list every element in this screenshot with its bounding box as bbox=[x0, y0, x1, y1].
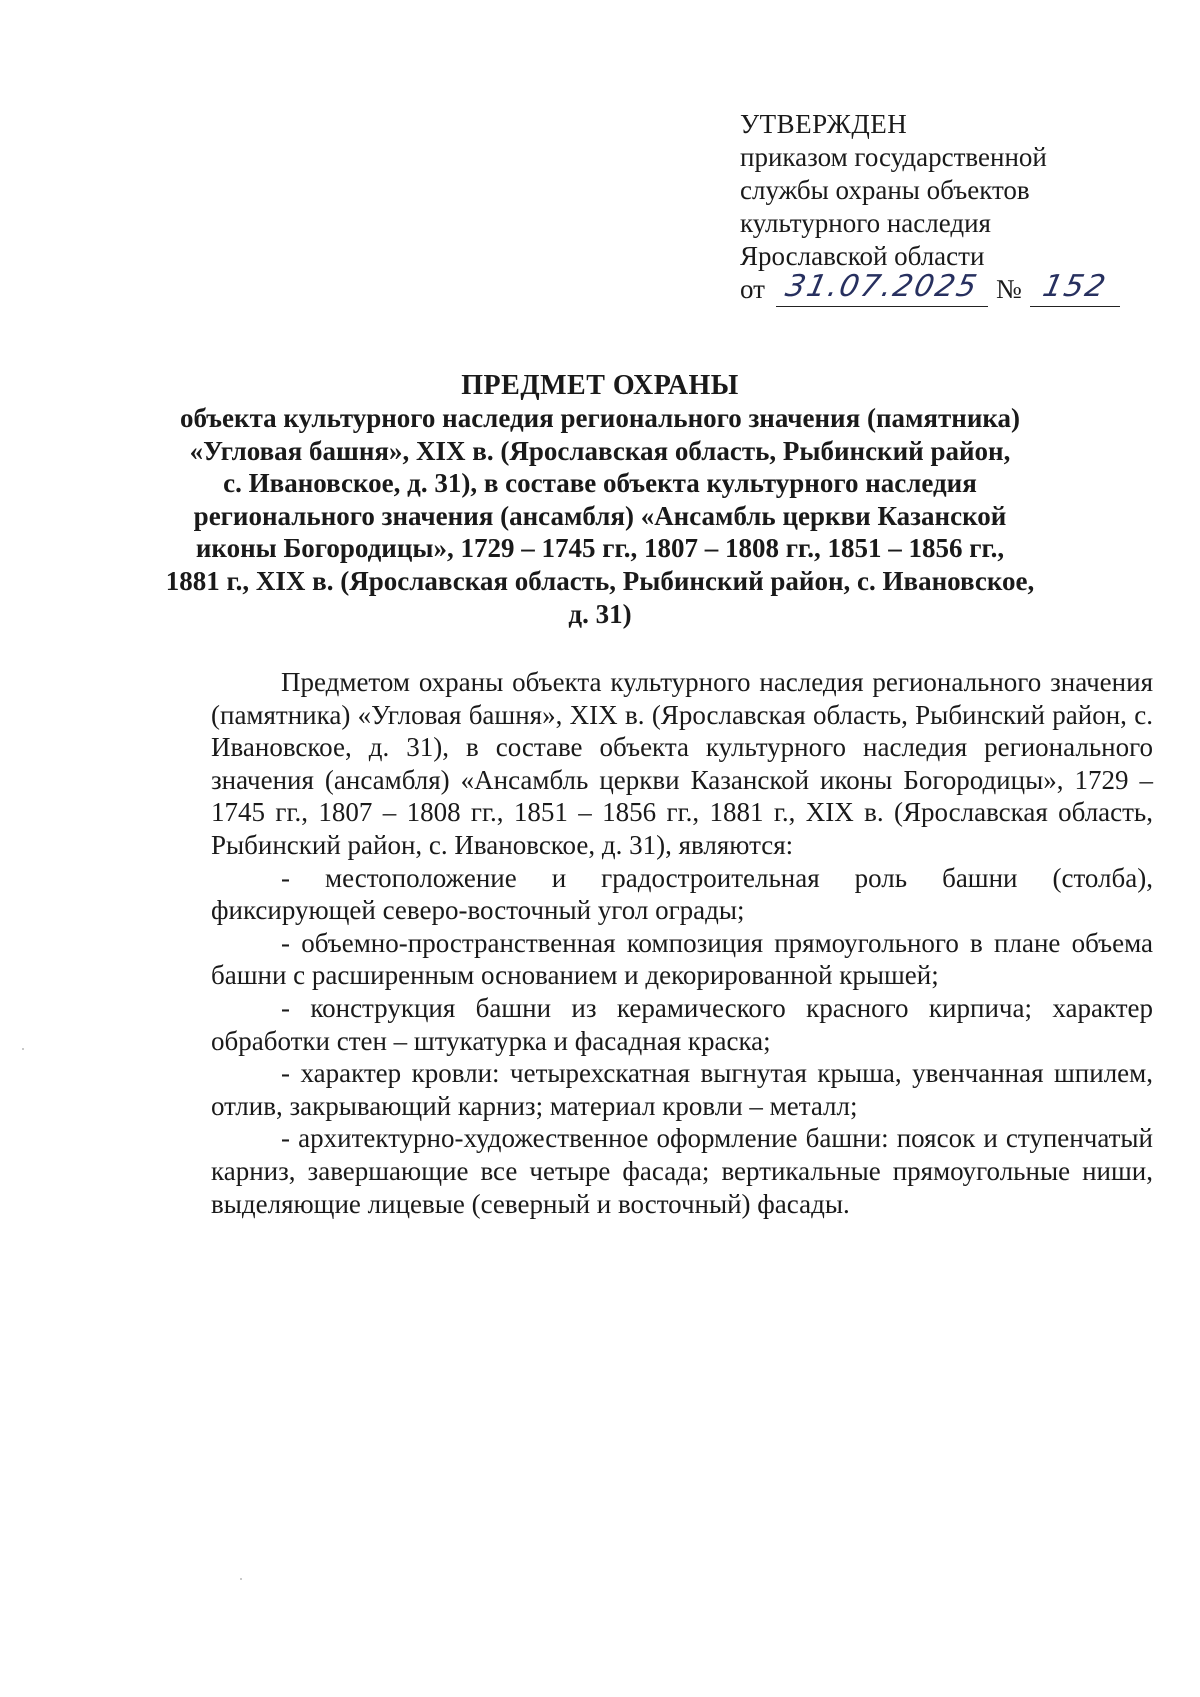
handwritten-number: 152 bbox=[1039, 269, 1111, 304]
list-item: - характер кровли: четырехскатная выгнутая крыша, увенчанная шпилем, отлив, закрывающий карниз; материал кровли – металл; bbox=[211, 1058, 1153, 1121]
date-label: от bbox=[740, 274, 765, 304]
scan-speck bbox=[22, 1048, 24, 1050]
title-line: «Угловая башня», XIX в. (Ярославская область, Рыбинский район, bbox=[189, 435, 1011, 466]
approval-block bbox=[740, 108, 1140, 309]
document-body bbox=[211, 666, 1153, 1220]
title-line: объекта культурного наследия регионального значения (памятника) bbox=[179, 403, 1021, 433]
approval-line: Ярославской области bbox=[740, 241, 985, 271]
title-line: иконы Богородицы», 1729 – 1745 гг., 1807 – 1808 гг., 1851 – 1856 гг., bbox=[195, 533, 1005, 564]
date-field bbox=[776, 269, 988, 307]
handwritten-date: 31.07.2025 bbox=[782, 269, 982, 304]
list-item: - объемно-пространственная композиция прямоугольного в плане объема башни с расширенным основанием и декорированной крышей; bbox=[211, 927, 1153, 991]
approval-line: службы охраны объектов bbox=[740, 175, 1030, 205]
list-item: - архитектурно-художественное оформление башни: поясок и ступенчатый карниз, завершающие все четыре фасада; вертикальные прямоугольные ниши, выделяющие лицевые (северный и восточный) фасады. bbox=[211, 1123, 1153, 1219]
document-title bbox=[150, 370, 1050, 630]
number-label: № bbox=[996, 274, 1022, 304]
approval-line: культурного наследия bbox=[740, 208, 991, 238]
title-line: с. Ивановское, д. 31), в составе объекта культурного наследия bbox=[223, 468, 977, 499]
number-field bbox=[1030, 269, 1120, 307]
title-line: д. 31) bbox=[568, 598, 632, 629]
approval-line: приказом государственной bbox=[740, 142, 1047, 172]
list-item: - конструкция башни из керамического красного кирпича; характер обработки стен – штукатурка и фасадная краска; bbox=[211, 992, 1153, 1056]
list-item: - местоположение и градостроительная роль башни (столба), фиксирующей северо-восточный угол ограды; bbox=[211, 862, 1153, 926]
order-date-number-line bbox=[740, 269, 1140, 309]
approval-heading: УТВЕРЖДЕН bbox=[740, 109, 908, 139]
intro-paragraph: Предметом охраны объекта культурного наследия регионального значения (памятника) «Угловая башня», XIX в. (Ярославская область, Рыбинский район, с. Ивановское, д. 31), в составе объекта культурного наследия регионального значения (ансамбля) «Ансамбль церкви Казанской иконы Богородицы», 1729 – 1745 гг., 1807 – 1808 гг., 1851 – 1856 гг., 1881 г., XIX в. (Ярославская область, Рыбинский район, с. Ивановское, д. 31), являются: bbox=[211, 667, 1153, 860]
title-line: регионального значения (ансамбля) «Ансамбль церкви Казанской bbox=[193, 500, 1007, 531]
scan-speck bbox=[240, 1578, 242, 1580]
title-main: ПРЕДМЕТ ОХРАНЫ bbox=[461, 370, 739, 401]
title-line: 1881 г., XIX в. (Ярославская область, Рыбинский район, с. Ивановское, bbox=[165, 565, 1035, 596]
